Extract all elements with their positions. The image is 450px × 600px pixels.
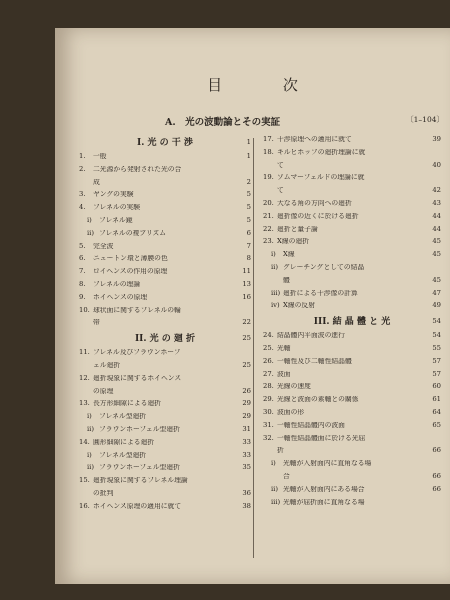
entry-title: X線 xyxy=(283,251,295,258)
toc-entry[interactable] xyxy=(263,447,441,460)
entry-title: フレネルの複プリズム xyxy=(99,229,167,237)
entry-number: ii) xyxy=(87,463,94,472)
page-number: 47 xyxy=(432,288,441,297)
entry-number: 25. xyxy=(263,343,274,352)
entry-number: ii) xyxy=(271,484,278,493)
toc-entry[interactable] xyxy=(79,230,251,243)
page-number: 38 xyxy=(242,501,251,510)
entry-title: 廻折像の近くに於ける廻折 xyxy=(277,212,359,220)
page-number: 29 xyxy=(242,399,251,408)
page-number: 45 xyxy=(432,275,441,284)
page-number: 44 xyxy=(432,224,441,233)
page-number: 61 xyxy=(432,395,441,404)
entry-title: て xyxy=(277,161,284,169)
entry-number: 26. xyxy=(263,356,274,365)
toc-entry[interactable] xyxy=(79,362,251,375)
entry-number: i) xyxy=(87,450,92,459)
entry-number: 24. xyxy=(263,331,274,340)
entry-number: i) xyxy=(271,459,276,468)
entry-title: 成 xyxy=(93,178,100,186)
toc-entry[interactable] xyxy=(79,243,251,256)
entry-number: iii) xyxy=(271,497,281,506)
entry-number: ii) xyxy=(271,262,278,271)
entry-number: 20. xyxy=(263,198,274,207)
entry-title: フレネル型廻折 xyxy=(99,451,147,459)
entry-title: ェル廻折 xyxy=(93,361,121,369)
toc-entry[interactable] xyxy=(79,388,251,401)
entry-number: i) xyxy=(271,250,276,259)
entry-title: 光軸が入射面内に直角なる場 xyxy=(283,460,372,467)
toc-entry[interactable] xyxy=(263,149,441,162)
entry-number: 5. xyxy=(79,241,86,250)
entry-title: 合 xyxy=(283,472,290,480)
page-number: 31 xyxy=(242,424,251,433)
toc-entry[interactable] xyxy=(79,191,251,204)
page-number: 66 xyxy=(432,471,441,480)
page-number: 39 xyxy=(432,135,441,143)
section-heading xyxy=(263,315,441,332)
toc-entry[interactable] xyxy=(79,452,251,465)
entry-title: X線の廻折 xyxy=(277,238,310,246)
entry-number: 4. xyxy=(79,203,86,212)
toc-entry[interactable] xyxy=(79,153,251,166)
entry-number: 1. xyxy=(79,152,86,160)
page-title: 目 次 xyxy=(207,76,326,94)
entry-title: 光軸が屈折面に直角なる場 xyxy=(283,498,365,506)
entry-number: 10. xyxy=(79,305,90,314)
entry-number: 22. xyxy=(263,224,274,233)
page-number: 25 xyxy=(242,360,251,369)
entry-title: 長方形細隙による廻折 xyxy=(93,400,161,408)
entry-number: iv) xyxy=(271,301,280,310)
entry-title: 干渉原理への適用に就て xyxy=(277,136,352,143)
toc-entry[interactable] xyxy=(263,345,441,358)
entry-number: 6. xyxy=(79,254,86,263)
entry-number: 14. xyxy=(79,437,90,446)
toc-entry[interactable] xyxy=(79,503,251,516)
toc-entry[interactable] xyxy=(263,213,441,226)
entry-title: 廻折による干渉像の計算 xyxy=(283,289,358,297)
entry-title: 廻折現象に関するフレネル理論 xyxy=(93,477,188,484)
toc-entry[interactable] xyxy=(79,294,251,307)
toc-entry[interactable] xyxy=(263,277,441,290)
toc-entry[interactable] xyxy=(263,162,441,175)
entry-title: 二光源から発射された光の合 xyxy=(93,165,182,173)
entry-title: 廻折と量子論 xyxy=(277,225,318,233)
toc-entry[interactable] xyxy=(263,383,441,396)
entry-title: フラウンホーフェル型廻折 xyxy=(99,425,180,433)
entry-title: 一般 xyxy=(93,153,107,160)
toc-entry[interactable] xyxy=(263,473,441,486)
toc-entry[interactable] xyxy=(79,349,251,362)
part-heading: A. 光の波動論とその実証 xyxy=(165,117,281,128)
page-number: 54 xyxy=(432,317,441,326)
entry-title: ゾムマーフェルドの理論に就 xyxy=(277,174,365,182)
toc-entry[interactable] xyxy=(79,477,251,490)
page-number: 29 xyxy=(242,412,251,421)
entry-title: 折 xyxy=(277,447,284,455)
entry-number: 12. xyxy=(79,373,90,382)
entry-number: 19. xyxy=(263,173,274,182)
entry-number: 11. xyxy=(79,348,90,357)
page-number: 5 xyxy=(246,215,251,224)
page-number: 42 xyxy=(432,186,441,195)
page-number: 66 xyxy=(432,484,441,493)
entry-title: 一軸性結晶體面に於ける光屈 xyxy=(277,434,366,442)
page-number: 5 xyxy=(246,203,251,212)
page-number: 7 xyxy=(246,241,251,250)
entry-title: 結晶體内平面波の進行 xyxy=(277,332,345,339)
entry-title: 波面 xyxy=(277,370,291,378)
entry-number: 9. xyxy=(79,292,86,301)
entry-title: 大なる角の方向への廻折 xyxy=(277,199,352,207)
toc-entry[interactable] xyxy=(79,439,251,452)
book-page xyxy=(55,28,450,584)
entry-number: 32. xyxy=(263,433,274,442)
page-number: 45 xyxy=(432,237,441,246)
entry-title: 光軸 xyxy=(277,344,291,352)
entry-number: 16. xyxy=(79,501,90,510)
entry-number: 7. xyxy=(79,267,86,276)
entry-number: i) xyxy=(87,215,92,224)
page-number: 33 xyxy=(242,437,251,446)
toc-entry[interactable] xyxy=(263,251,441,264)
entry-number: 13. xyxy=(79,399,90,408)
section-heading xyxy=(79,332,251,349)
entry-title: の批判 xyxy=(93,489,114,497)
entry-number: 21. xyxy=(263,211,274,220)
entry-title: て xyxy=(277,187,284,194)
entry-title: フレネルの実験 xyxy=(93,204,141,211)
entry-title: X線の反射 xyxy=(283,302,316,310)
toc-entry[interactable] xyxy=(263,290,441,303)
page-number: 35 xyxy=(242,463,251,472)
entry-number: 17. xyxy=(263,135,274,143)
entry-title: 光軸が入射面内にある場合 xyxy=(283,485,365,493)
entry-number: ii) xyxy=(87,424,94,433)
toc-entry[interactable] xyxy=(263,264,441,277)
entry-title: フレネルの理論 xyxy=(93,280,141,288)
toc-entry[interactable] xyxy=(263,187,441,200)
page-number: 22 xyxy=(242,318,251,327)
entry-number: 29. xyxy=(263,395,274,404)
page-number: 57 xyxy=(432,369,441,378)
page-number: 60 xyxy=(432,382,441,391)
page-number: 2 xyxy=(246,177,251,186)
entry-title: ホイヘンスの原理 xyxy=(93,293,148,301)
entry-number: 15. xyxy=(79,476,90,485)
entry-title: 圓形細隙による廻折 xyxy=(93,438,155,446)
page-number: 26 xyxy=(242,386,251,395)
toc-entry[interactable] xyxy=(79,400,251,413)
toc-column-right xyxy=(263,136,441,511)
page-number: 11 xyxy=(242,267,251,276)
entry-title: フレネル鏡 xyxy=(99,216,133,224)
page-number: 49 xyxy=(432,301,441,310)
toc-entry[interactable] xyxy=(79,464,251,477)
page-number: 1 xyxy=(246,152,251,160)
toc-entry[interactable] xyxy=(79,426,251,439)
entry-title: ロイヘンスの作用の原理 xyxy=(93,268,168,275)
entry-title: 光線と波面の素軸との關係 xyxy=(277,396,359,403)
entry-title: フレネル及びフラウンホーフ xyxy=(93,349,181,356)
section-title: II. 光 の 廻 折 xyxy=(134,334,196,345)
page-number: 54 xyxy=(432,331,441,340)
toc-entry[interactable] xyxy=(263,422,441,435)
toc-entry[interactable] xyxy=(263,371,441,384)
page-number: 55 xyxy=(432,343,441,352)
entry-title: ニュートン環と薄膜の色 xyxy=(93,255,168,263)
toc-entry[interactable] xyxy=(79,217,251,230)
entry-title: フラウンホーフェル型廻折 xyxy=(99,464,180,472)
entry-title: 球状面に関するフレネルの輪 xyxy=(93,306,181,314)
toc-entry[interactable] xyxy=(263,238,441,251)
toc-entry[interactable] xyxy=(263,200,441,213)
toc-entry[interactable] xyxy=(79,204,251,217)
page-number: 44 xyxy=(432,211,441,220)
toc-entry[interactable] xyxy=(79,281,251,294)
page-number: 43 xyxy=(432,198,441,207)
section-title: III. 結 晶 體 と 光 xyxy=(313,317,391,328)
entry-title: 體 xyxy=(283,276,290,284)
page-number: 64 xyxy=(432,407,441,416)
page-number: 65 xyxy=(432,420,441,429)
page-number: 5 xyxy=(246,190,251,199)
page-number: 33 xyxy=(242,450,251,459)
toc-entry[interactable] xyxy=(79,268,251,281)
entry-title: 廻折現象に関するホイヘンス xyxy=(93,374,182,382)
toc-entry[interactable] xyxy=(263,174,441,187)
page-number: 13 xyxy=(242,279,251,288)
entry-number: 23. xyxy=(263,237,274,246)
entry-number: 27. xyxy=(263,369,274,378)
toc-entry[interactable] xyxy=(79,490,251,503)
page-number: 66 xyxy=(432,446,441,455)
page-number: 1 xyxy=(246,138,251,146)
page-number: 25 xyxy=(242,334,251,343)
page-number: 16 xyxy=(242,292,251,301)
toc-entry[interactable] xyxy=(79,255,251,268)
entry-number: 18. xyxy=(263,147,274,156)
toc-entry[interactable] xyxy=(263,409,441,422)
toc-entry[interactable] xyxy=(79,413,251,426)
section-heading xyxy=(79,136,251,153)
column-divider xyxy=(253,138,254,558)
page-number: 57 xyxy=(432,356,441,365)
toc-entry[interactable] xyxy=(79,319,251,332)
toc-entry[interactable] xyxy=(79,179,251,192)
toc-entry[interactable] xyxy=(263,435,441,448)
toc-entry[interactable] xyxy=(263,226,441,239)
entry-title: 波面の形 xyxy=(277,408,305,416)
entry-number: 28. xyxy=(263,382,274,391)
toc-column-left xyxy=(79,136,251,516)
entry-number: 2. xyxy=(79,164,86,173)
toc-entry[interactable] xyxy=(79,307,251,320)
page-number: 36 xyxy=(242,488,251,497)
page-number: 8 xyxy=(246,254,251,263)
toc-entry[interactable] xyxy=(263,302,441,315)
page-number: 6 xyxy=(246,228,251,237)
entry-title: 光線の速度 xyxy=(277,383,311,391)
entry-number: iii) xyxy=(271,288,281,297)
entry-title: 完全波 xyxy=(93,242,114,250)
section-title: I. 光 の 干 渉 xyxy=(137,138,193,148)
entry-title: 一軸性及び二軸性結晶體 xyxy=(277,357,352,365)
entry-number: ii) xyxy=(87,228,94,237)
page-number: 40 xyxy=(432,160,441,169)
toc-entry[interactable] xyxy=(263,136,441,149)
toc-entry[interactable] xyxy=(263,396,441,409)
entry-number: 8. xyxy=(79,279,86,288)
entry-title: フレネル型廻折 xyxy=(99,413,147,420)
entry-number: 30. xyxy=(263,407,274,416)
entry-title: 帯 xyxy=(93,319,100,327)
entry-title: ヤングの実験 xyxy=(93,191,134,199)
entry-number: 3. xyxy=(79,190,86,199)
toc-entry[interactable] xyxy=(79,375,251,388)
part-page-range: 〔1–104〕 xyxy=(406,115,444,124)
entry-title: の原理 xyxy=(93,387,114,395)
entry-title: ホイヘンス原理の適用に就て xyxy=(93,502,182,510)
page-number: 45 xyxy=(432,250,441,259)
entry-title: 一軸性結晶體内の波面 xyxy=(277,421,345,429)
entry-number: 31. xyxy=(263,420,274,429)
toc-entry[interactable] xyxy=(263,486,441,499)
entry-title: キルヒホッフの廻折理論に就 xyxy=(277,148,366,156)
toc-entry[interactable] xyxy=(263,358,441,371)
entry-title: グレーチングとしての結晶 xyxy=(283,263,365,271)
toc-entry[interactable] xyxy=(263,332,441,345)
toc-entry[interactable] xyxy=(263,460,441,473)
toc-entry[interactable] xyxy=(79,166,251,179)
entry-number: i) xyxy=(87,412,92,421)
toc-entry[interactable] xyxy=(263,499,441,512)
